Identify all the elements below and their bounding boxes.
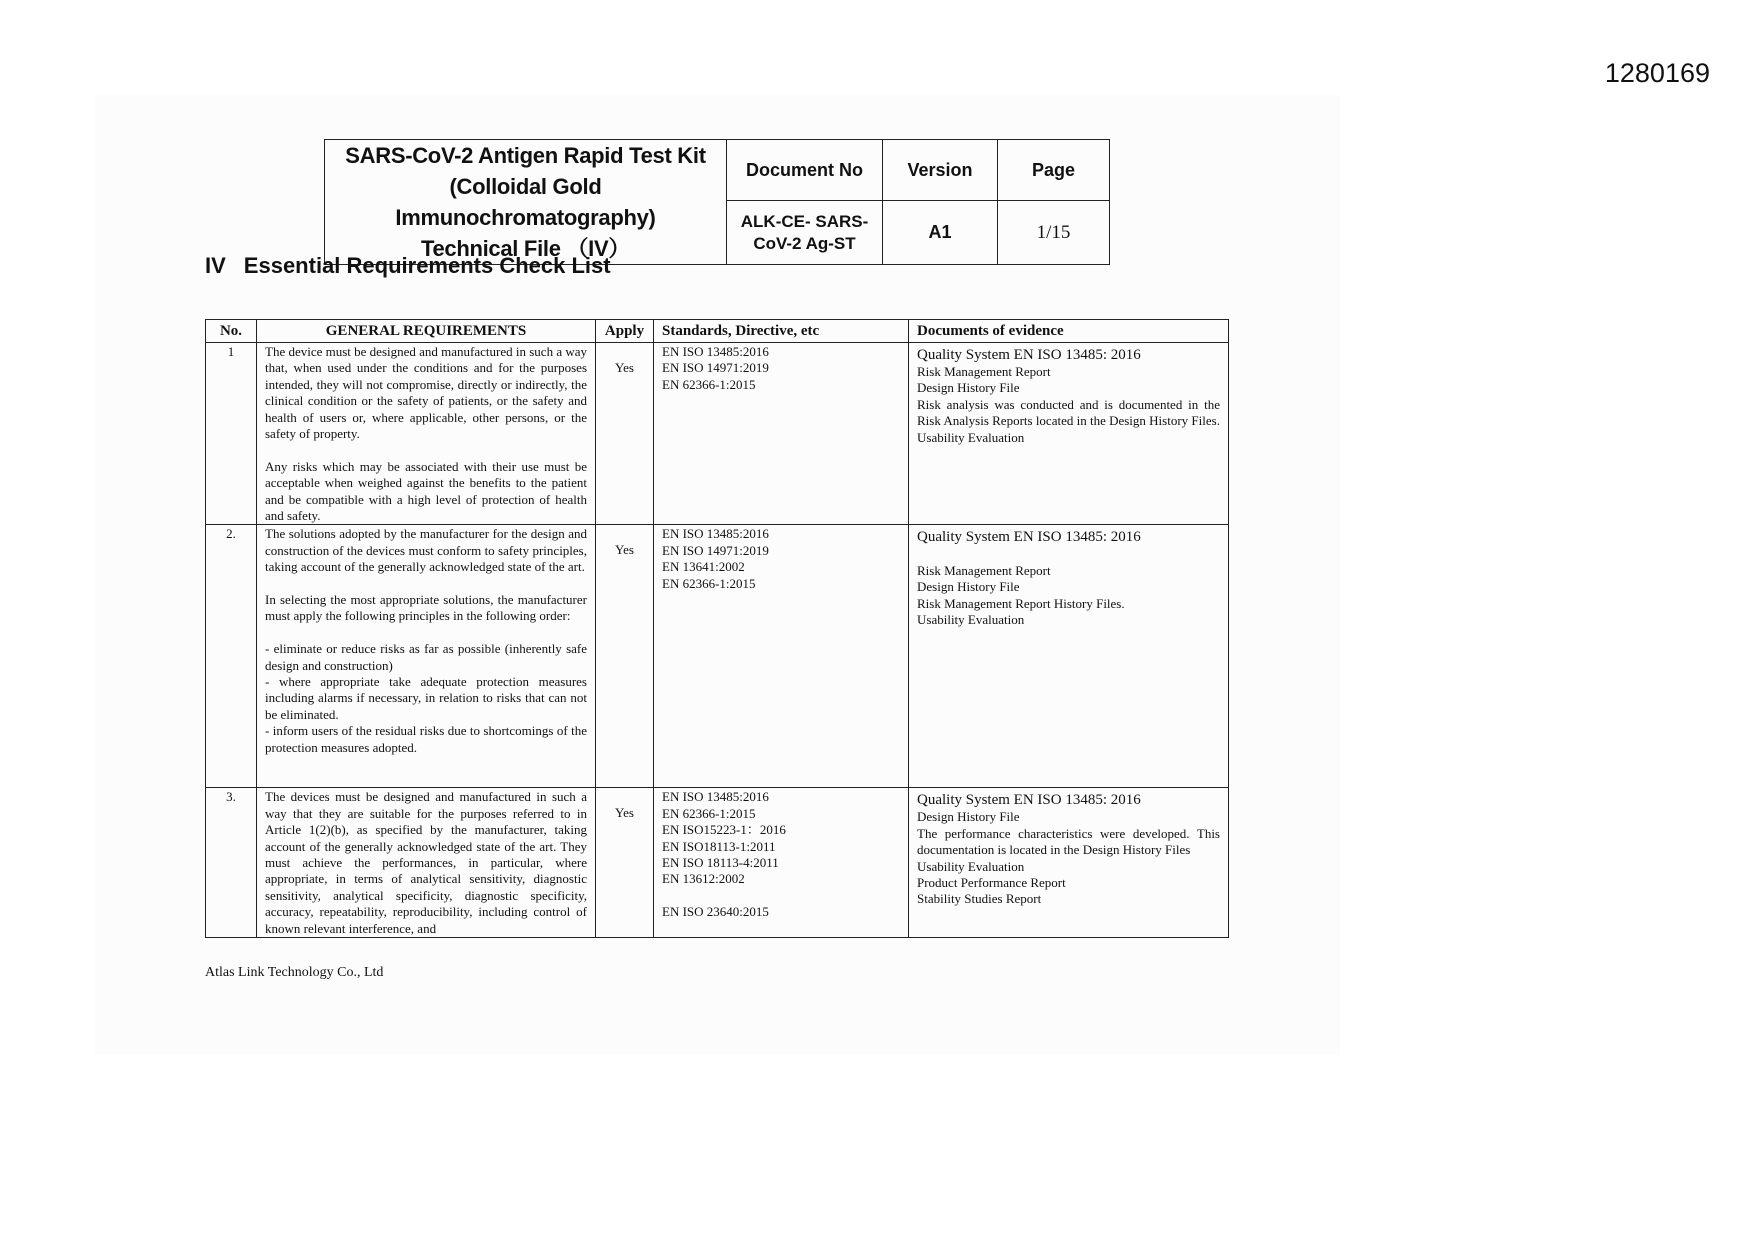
evidence-list bbox=[909, 525, 1229, 788]
requirement-paragraph: - inform users of the residual risks due to shortcomings of the protection measures adopted. bbox=[265, 723, 587, 755]
title-line: Technical File （IV） bbox=[420, 236, 631, 261]
standard-item: EN ISO 13485:2016 bbox=[662, 526, 769, 542]
version-label: Version bbox=[883, 140, 998, 201]
row-number: 3. bbox=[206, 788, 257, 938]
document-no-label: Document No bbox=[727, 140, 883, 201]
apply-value: Yes bbox=[596, 525, 654, 788]
column-header-no: No. bbox=[206, 320, 257, 343]
column-header-evidence: Documents of evidence bbox=[909, 320, 1229, 343]
document-header-table bbox=[324, 139, 1110, 265]
standard-item: EN 62366-1:2015 bbox=[662, 805, 756, 821]
column-header-requirements: GENERAL REQUIREMENTS bbox=[257, 320, 596, 343]
table-row bbox=[206, 525, 1229, 788]
evidence-item: Quality System EN ISO 13485: 2016 bbox=[917, 792, 1141, 809]
standard-item: EN ISO 14971:2019 bbox=[662, 542, 769, 558]
standard-item: EN 62366-1:2015 bbox=[662, 575, 756, 591]
requirement-text bbox=[257, 788, 596, 938]
standard-item: EN 13641:2002 bbox=[662, 559, 745, 575]
requirement-paragraph: In selecting the most appropriate solutions, the manufacturer must apply the following principles in the following order: bbox=[265, 592, 587, 624]
evidence-item: Quality System EN ISO 13485: 2016 bbox=[917, 347, 1141, 363]
evidence-item: Risk Management Report bbox=[917, 364, 1051, 379]
table-row bbox=[206, 343, 1229, 525]
evidence-item: Usability Evaluation bbox=[917, 858, 1025, 874]
standard-item: EN 62366-1:2015 bbox=[662, 376, 756, 392]
evidence-item: Stability Studies Report bbox=[917, 891, 1042, 907]
document-no-line: CoV-2 Ag-ST bbox=[753, 233, 856, 253]
section-title: Essential Requirements Check List bbox=[243, 253, 611, 278]
apply-value: Yes bbox=[596, 788, 654, 938]
requirement-paragraph: The devices must be designed and manufactured in such a way that they are suitable for the purposes referred to in Article 1(2)(b), as specified by the manufacturer, taking account of the generally acknowledged state of the art. They must achieve the performances, in particular, where appropriate, in terms of analytical sensitivity, diagnostic sensitivity, analytical specificity, diagnostic specificity, accuracy, repeatability, reproducibility, including control of known relevant interference, and bbox=[265, 789, 587, 936]
section-number: IV bbox=[205, 253, 226, 278]
page-label: Page bbox=[998, 140, 1110, 201]
standard-item: EN ISO 18113-4:2011 bbox=[662, 855, 779, 871]
document-no-value bbox=[727, 201, 883, 265]
evidence-item: Design History File bbox=[917, 380, 1020, 396]
standards-list bbox=[654, 525, 909, 788]
document-title bbox=[325, 140, 727, 265]
standard-item: EN ISO18113-1:2011 bbox=[662, 838, 776, 854]
requirement-paragraph: The solutions adopted by the manufacturer for the design and construction of the devices must conform to safety principles, taking account of the generally acknowledged state of the art. bbox=[265, 526, 587, 575]
requirement-paragraph: The device must be designed and manufactured in such a way that, when used under the conditions and for the purposes intended, they will not compromise, directly or indirectly, the clinical condition or the safety of patients, or the safety and health of users or, where applicable, other persons, or the safety of property. bbox=[265, 344, 587, 442]
table-row bbox=[206, 788, 1229, 938]
requirement-paragraph: - eliminate or reduce risks as far as possible (inherently safe design and construction) bbox=[265, 641, 587, 673]
row-number: 2. bbox=[206, 525, 257, 788]
requirement-paragraph: Any risks which may be associated with their use must be acceptable when weighed against the benefits to the patient and be compatible with a high level of protection of health and safety. bbox=[265, 458, 587, 524]
standards-list bbox=[654, 788, 909, 938]
evidence-item: Design History File bbox=[917, 809, 1020, 825]
version-value: A1 bbox=[883, 201, 998, 265]
column-header-standards: Standards, Directive, etc bbox=[654, 320, 909, 343]
footer-company: Atlas Link Technology Co., Ltd bbox=[205, 965, 384, 980]
evidence-item: Quality System EN ISO 13485: 2016 bbox=[917, 529, 1141, 546]
evidence-list bbox=[909, 788, 1229, 938]
evidence-item: Design History File bbox=[917, 579, 1020, 595]
standard-item: EN ISO 13485:2016 bbox=[662, 789, 769, 805]
evidence-item: Risk analysis was conducted and is documented in the Risk Analysis Reports located in the Design History Files. bbox=[917, 396, 1220, 429]
document-no-line: ALK-CE- SARS- bbox=[740, 211, 869, 231]
standard-item: EN 13612:2002 bbox=[662, 871, 745, 887]
requirement-text bbox=[257, 525, 596, 788]
page-value: 1/15 bbox=[998, 201, 1110, 265]
title-line: (Colloidal Gold Immunochromatography) bbox=[395, 174, 656, 230]
requirements-checklist-table bbox=[205, 319, 1229, 938]
standard-item: EN ISO 13485:2016 bbox=[662, 344, 769, 359]
section-heading bbox=[205, 253, 611, 279]
standard-item: EN ISO 14971:2019 bbox=[662, 360, 769, 376]
apply-value: Yes bbox=[596, 343, 654, 525]
column-header-apply: Apply bbox=[596, 320, 654, 343]
evidence-item: The performance characteristics were developed. This documentation is located in the Design History Files bbox=[917, 825, 1220, 858]
standard-item: EN ISO 23640:2015 bbox=[662, 904, 769, 920]
evidence-list bbox=[909, 343, 1229, 525]
evidence-item: Usability Evaluation bbox=[917, 429, 1025, 445]
evidence-item: Risk Management Report bbox=[917, 562, 1051, 578]
evidence-item: Product Performance Report bbox=[917, 875, 1066, 891]
requirement-text bbox=[257, 343, 596, 525]
title-line: SARS-CoV-2 Antigen Rapid Test Kit bbox=[345, 143, 706, 168]
evidence-item: Usability Evaluation bbox=[917, 612, 1025, 628]
evidence-item: Risk Management Report History Files. bbox=[917, 595, 1125, 611]
table-header-row bbox=[206, 320, 1229, 343]
standards-list bbox=[654, 343, 909, 525]
row-number: 1 bbox=[206, 343, 257, 525]
standard-item: EN ISO15223-1：2016 bbox=[662, 822, 786, 838]
requirement-paragraph: - where appropriate take adequate protection measures including alarms if necessary, in relation to risks that can not be eliminated. bbox=[265, 674, 587, 722]
document-id: 1280169 bbox=[1604, 58, 1710, 88]
